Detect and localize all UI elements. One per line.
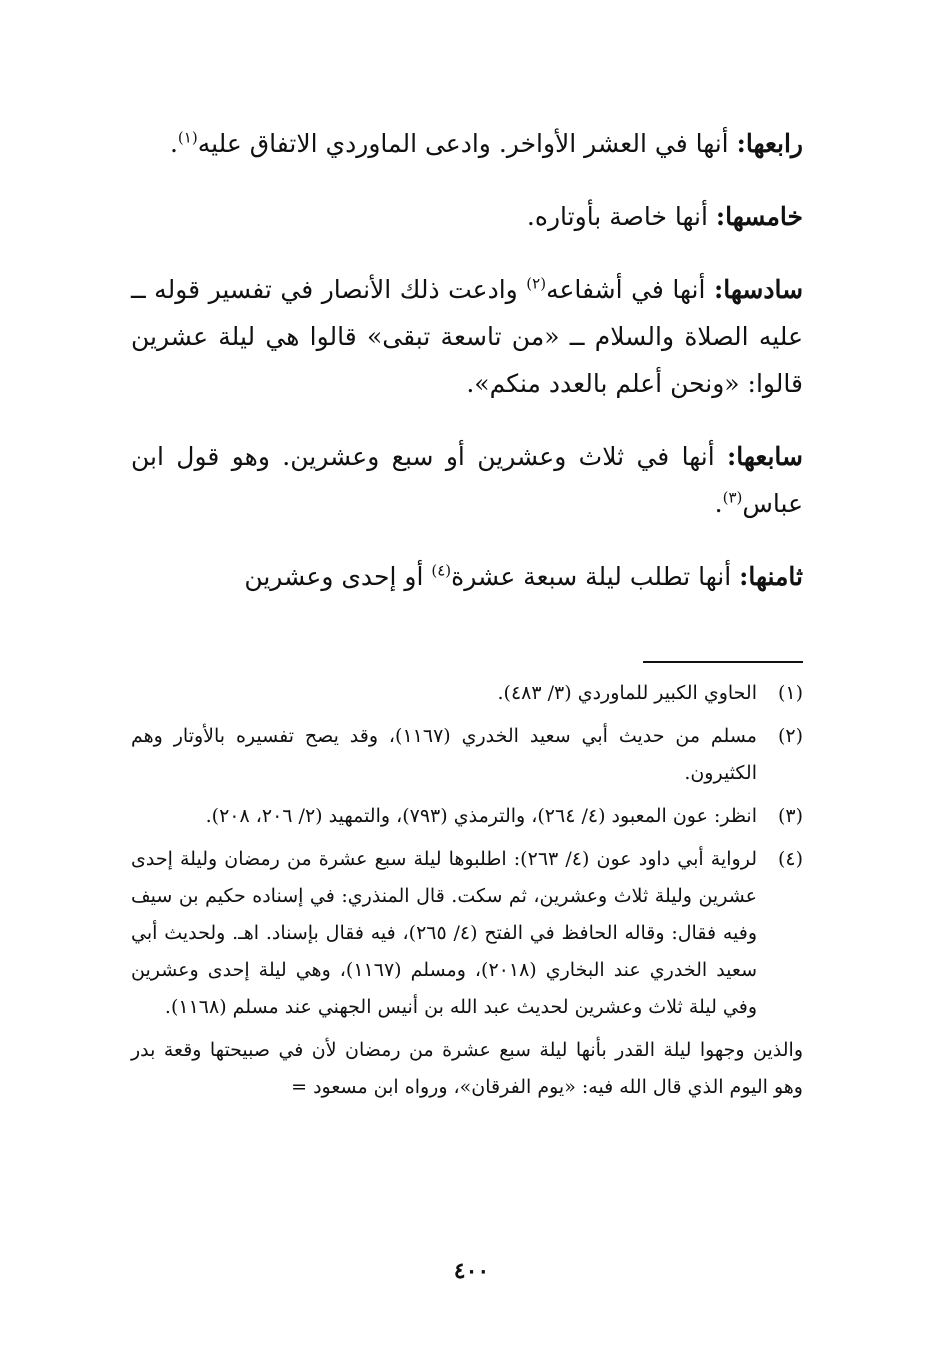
footnote-text: الحاوي الكبير للماوردي (٣/ ٤٨٣). <box>497 682 757 704</box>
footnote-item <box>131 718 803 792</box>
footnote-continuation: والذين وجهوا ليلة القدر بأنها ليلة سبع عشرة من رمضان لأن في صبيحتها وقعة بدر وهو اليوم الذي قال الله فيه: «يوم الفرقان»، ورواه ابن مسعود = <box>131 1039 803 1098</box>
footnote-number: (٣) <box>777 805 803 827</box>
paragraph-text: أنها خاصة بأوتاره. <box>526 202 708 231</box>
page-number: ٤٠٠ <box>453 1258 490 1284</box>
paragraph-seventh <box>131 433 803 527</box>
paragraph-tail: . <box>714 489 723 518</box>
footnotes <box>131 675 803 1106</box>
paragraph-fifth <box>131 193 803 240</box>
footnote-number: (٤) <box>777 848 803 870</box>
main-text <box>131 120 803 626</box>
footnote-number: (١) <box>777 682 803 704</box>
paragraph-sixth <box>131 266 803 407</box>
paragraph-text: أنها تطلب ليلة سبعة عشرة <box>451 562 732 591</box>
paragraph-tail: . <box>169 129 178 158</box>
paragraph-text: أنها في ثلاث وعشرين أو سبع وعشرين. وهو قول ابن عباس <box>131 442 803 518</box>
paragraph-heading: خامسها: <box>715 202 803 231</box>
footnote-text: لرواية أبي داود عون (٤/ ٢٦٣): اطلبوها ليلة سبع عشرة من رمضان وليلة إحدى عشرين وليلة ثلاث وعشرين، ثم سكت. قال المنذري: في إسناده حكيم بن سيف وفيه فقال: وقاله الحافظ في الفتح (٤/ ٢٦٥)، فيه فقال بإسناد. اهـ. ولحديث أبي سعيد الخدري عند البخاري (٢٠١٨)، ومسلم (١١٦٧)، وهي ليلة إحدى وعشرين وفي ليلة ثلاث وعشرين لحديث عبد الله بن أنيس الجهني عند مسلم (١١٦٨). <box>131 848 757 1018</box>
paragraph-eighth <box>131 553 803 600</box>
paragraph-heading: سادسها: <box>714 275 804 304</box>
footnote-ref[interactable]: (١) <box>177 128 198 147</box>
footnote-divider <box>643 661 803 663</box>
footnote-number: (٢) <box>777 725 803 747</box>
footnote-item <box>131 675 803 712</box>
footnote-ref[interactable]: (٣) <box>722 488 743 507</box>
footnote-text: مسلم من حديث أبي سعيد الخدري (١١٦٧)، وقد يصح تفسيره بالأوتار وهم الكثيرون. <box>131 725 757 784</box>
paragraph-tail: أو إحدى وعشرين <box>244 562 432 591</box>
paragraph-heading: ثامنها: <box>739 562 803 591</box>
paragraph-text: أنها في العشر الأواخر. وادعى الماوردي الاتفاق عليه <box>197 129 729 158</box>
footnote-item <box>131 798 803 835</box>
footnote-text: انظر: عون المعبود (٤/ ٢٦٤)، والترمذي (٧٩٣)، والتمهيد (٢/ ٢٠٦، ٢٠٨). <box>205 805 757 827</box>
footnote-ref[interactable]: (٤) <box>431 561 452 580</box>
footnote-item <box>131 841 803 1026</box>
paragraph-fourth <box>131 120 803 167</box>
paragraph-heading: رابعها: <box>736 129 803 158</box>
paragraph-tail: وادعت ذلك الأنصار في تفسير قوله ــ عليه الصلاة والسلام ــ «من تاسعة تبقى» قالوا هي ليلة عشرين قالوا: «ونحن أعلم بالعدد منكم». <box>131 275 803 398</box>
paragraph-text: أنها في أشفاعه <box>546 275 706 304</box>
paragraph-heading: سابعها: <box>727 442 803 471</box>
footnote-ref[interactable]: (٢) <box>526 274 547 293</box>
